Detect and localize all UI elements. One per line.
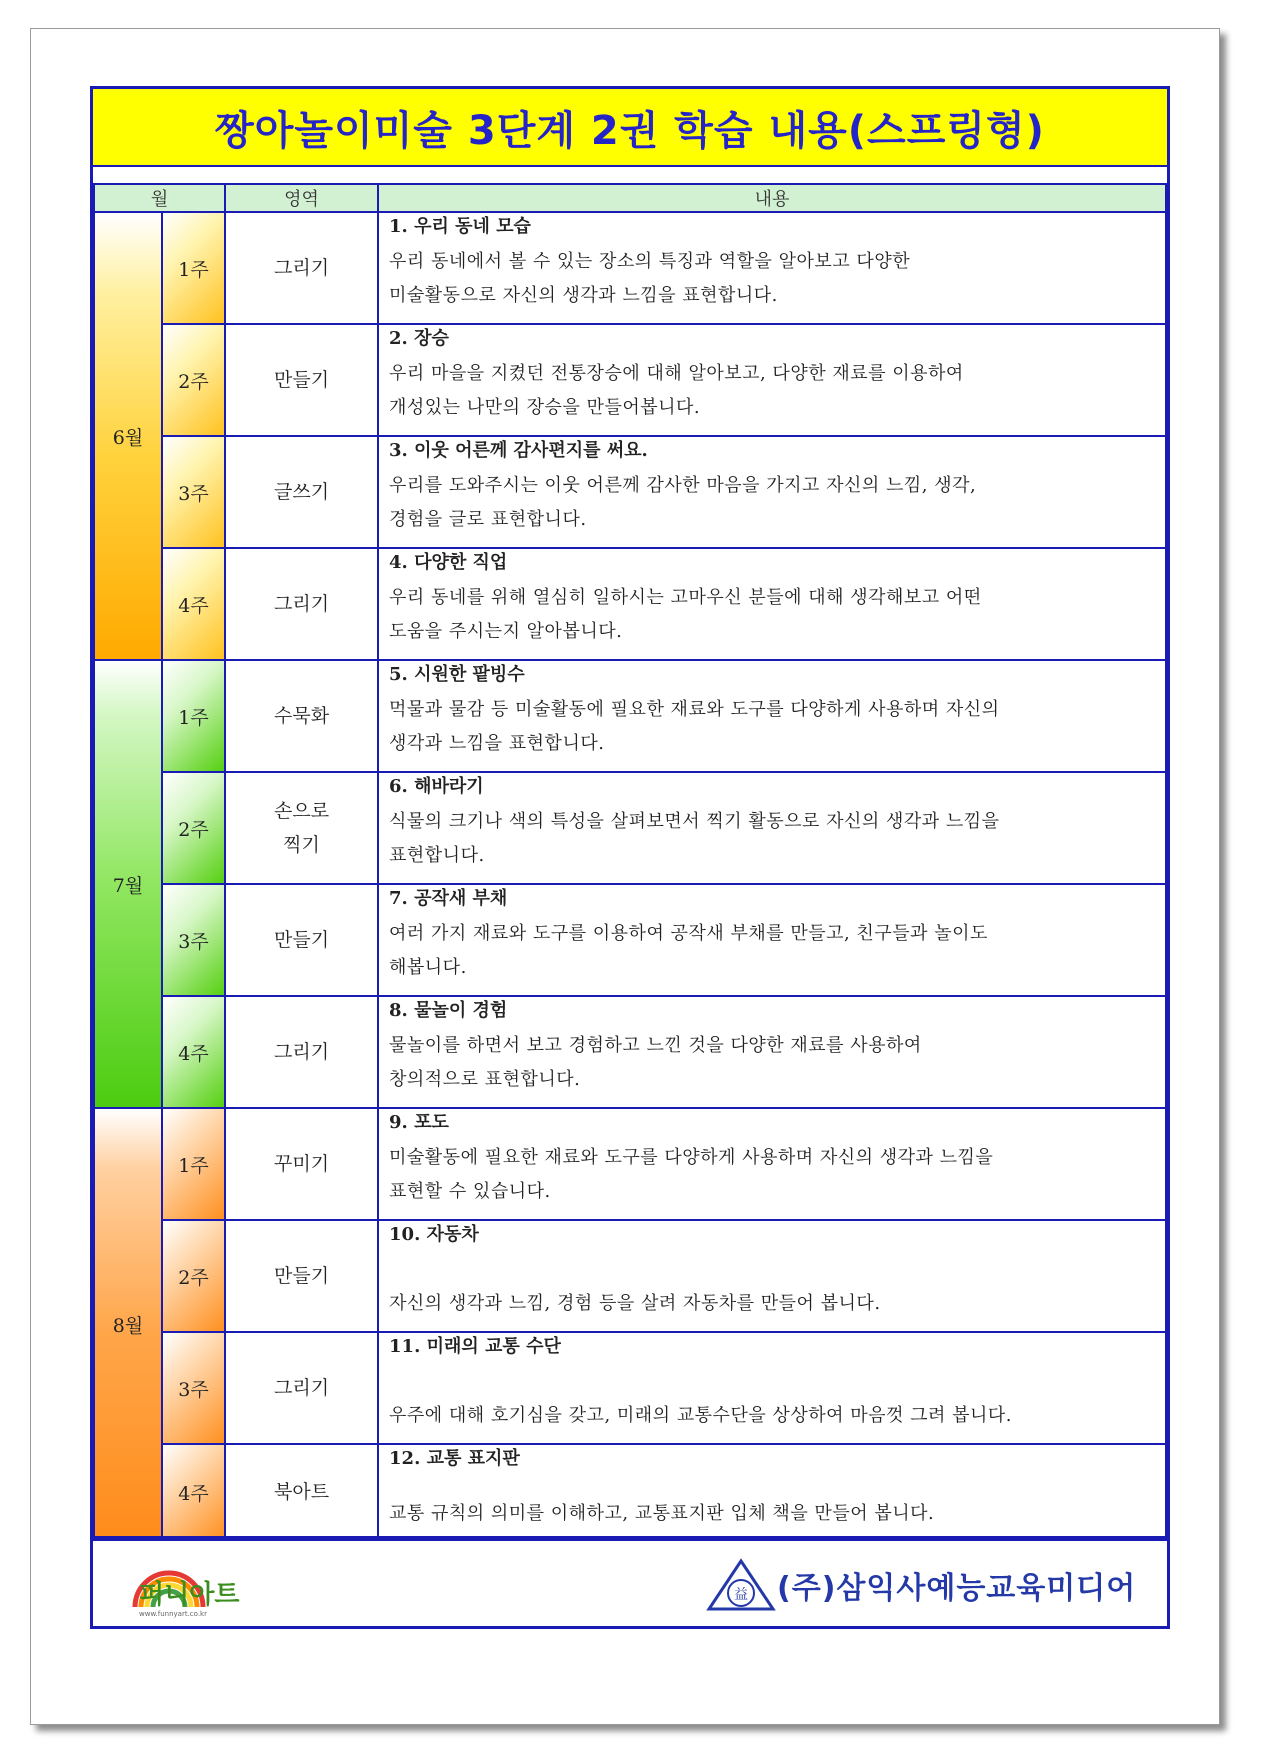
content-cell — [378, 1108, 1166, 1220]
table-row — [94, 324, 1166, 436]
content-cell — [378, 212, 1166, 324]
table-row — [94, 884, 1166, 996]
header-content: 내용 — [378, 184, 1166, 212]
lesson-title: 3. 이웃 어른께 감사편지를 써요. — [389, 440, 648, 461]
page-title: 짱아놀이미술 3단계 2권 학습 내용(스프링형) — [215, 107, 1045, 154]
lesson-title: 1. 우리 동네 모습 — [389, 216, 531, 237]
week-cell: 3주 — [162, 436, 225, 548]
lesson-desc: 우주에 대해 호기심을 갖고, 미래의 교통수단을 상상하여 마음껏 그려 봅니다. — [389, 1405, 1012, 1426]
week-cell: 4주 — [162, 996, 225, 1108]
week-cell: 1주 — [162, 212, 225, 324]
lesson-title: 8. 물놀이 경험 — [389, 1000, 508, 1021]
lesson-desc: 우리를 도와주시는 이웃 어른께 감사한 마음을 가지고 자신의 느낌, 생각, 경험을 글로 표현합니다. — [389, 475, 977, 530]
lesson-title: 7. 공작새 부채 — [389, 888, 508, 909]
area-cell: 북아트 — [225, 1444, 378, 1540]
content-cell — [378, 996, 1166, 1108]
content-cell — [378, 548, 1166, 660]
footer — [93, 1536, 1167, 1629]
content-cell — [378, 1332, 1166, 1444]
table-header-row — [94, 184, 1166, 212]
curriculum-sheet — [90, 86, 1170, 1629]
lesson-title: 9. 포도 — [389, 1112, 449, 1133]
area-cell: 그리기 — [225, 212, 378, 324]
lesson-title: 5. 시원한 팥빙수 — [389, 664, 525, 685]
emblem-char: 益 — [734, 1587, 748, 1603]
lesson-desc: 교통 규칙의 의미를 이해하고, 교통표지판 입체 책을 만들어 봅니다. — [389, 1503, 935, 1524]
header-area: 영역 — [225, 184, 378, 212]
lesson-title: 12. 교통 표지판 — [389, 1448, 520, 1469]
table-row — [94, 1108, 1166, 1220]
lesson-desc: 물놀이를 하면서 보고 경험하고 느낀 것을 다양한 재료를 사용하여 창의적으로 표현합니다. — [389, 1035, 922, 1090]
week-cell: 4주 — [162, 548, 225, 660]
area-cell: 그리기 — [225, 1332, 378, 1444]
company-name: (주)삼익사예능교육미디어 — [777, 1571, 1137, 1606]
lesson-title: 4. 다양한 직업 — [389, 552, 508, 573]
week-cell: 4주 — [162, 1444, 225, 1540]
title-bar — [93, 89, 1167, 167]
lesson-title: 2. 장승 — [389, 328, 449, 349]
content-cell — [378, 1220, 1166, 1332]
table-row — [94, 660, 1166, 772]
table-row — [94, 436, 1166, 548]
lesson-title: 10. 자동차 — [389, 1224, 479, 1245]
area-cell: 만들기 — [225, 324, 378, 436]
rainbow-icon — [125, 1553, 285, 1619]
month-cell-august: 8월 — [94, 1108, 162, 1540]
area-cell: 손으로 찍기 — [225, 772, 378, 884]
week-cell: 1주 — [162, 1108, 225, 1220]
week-cell: 1주 — [162, 660, 225, 772]
content-cell — [378, 772, 1166, 884]
area-cell: 꾸미기 — [225, 1108, 378, 1220]
month-cell-july: 7월 — [94, 660, 162, 1108]
curriculum-table — [93, 183, 1167, 1541]
table-row — [94, 548, 1166, 660]
week-cell: 2주 — [162, 772, 225, 884]
logo-url: www.funnyart.co.kr — [139, 1610, 207, 1618]
week-cell: 2주 — [162, 324, 225, 436]
lesson-desc: 여러 가지 재료와 도구를 이용하여 공작새 부채를 만들고, 친구들과 놀이도 해봅니다. — [389, 923, 988, 978]
table-row — [94, 212, 1166, 324]
funnyart-logo — [125, 1553, 285, 1619]
area-cell: 수묵화 — [225, 660, 378, 772]
month-cell-june: 6월 — [94, 212, 162, 660]
content-cell — [378, 884, 1166, 996]
company-logo — [705, 1557, 1145, 1617]
lesson-desc: 식물의 크기나 색의 특성을 살펴보면서 찍기 활동으로 자신의 생각과 느낌을 표현합니다. — [389, 811, 1000, 866]
area-cell: 만들기 — [225, 1220, 378, 1332]
content-cell — [378, 1444, 1166, 1540]
header-month: 월 — [94, 184, 225, 212]
lesson-title: 11. 미래의 교통 수단 — [389, 1336, 561, 1357]
content-cell — [378, 436, 1166, 548]
area-cell: 그리기 — [225, 996, 378, 1108]
week-cell: 3주 — [162, 884, 225, 996]
table-row — [94, 1332, 1166, 1444]
table-row — [94, 772, 1166, 884]
logo-text: 퍼니아트 — [139, 1580, 240, 1610]
lesson-desc: 먹물과 물감 등 미술활동에 필요한 재료와 도구를 다양하게 사용하며 자신의 생각과 느낌을 표현합니다. — [389, 699, 1000, 754]
content-cell — [378, 660, 1166, 772]
week-cell: 2주 — [162, 1220, 225, 1332]
area-cell: 만들기 — [225, 884, 378, 996]
lesson-desc: 우리 동네를 위해 열심히 일하시는 고마우신 분들에 대해 생각해보고 어떤 도움을 주시는지 알아봅니다. — [389, 587, 982, 642]
week-cell: 3주 — [162, 1332, 225, 1444]
lesson-desc: 자신의 생각과 느낌, 경험 등을 살려 자동차를 만들어 봅니다. — [389, 1293, 881, 1314]
table-row — [94, 1444, 1166, 1540]
lesson-title: 6. 해바라기 — [389, 776, 484, 797]
table-row — [94, 996, 1166, 1108]
lesson-desc: 미술활동에 필요한 재료와 도구를 다양하게 사용하며 자신의 생각과 느낌을 표현할 수 있습니다. — [389, 1147, 994, 1202]
area-cell: 글쓰기 — [225, 436, 378, 548]
emblem-icon — [705, 1557, 777, 1613]
area-cell: 그리기 — [225, 548, 378, 660]
content-cell — [378, 324, 1166, 436]
table-row — [94, 1220, 1166, 1332]
lesson-desc: 우리 마을을 지켰던 전통장승에 대해 알아보고, 다양한 재료를 이용하여 개성있는 나만의 장승을 만들어봅니다. — [389, 363, 964, 418]
lesson-desc: 우리 동네에서 볼 수 있는 장소의 특징과 역할을 알아보고 다양한 미술활동으로 자신의 생각과 느낌을 표현합니다. — [389, 251, 911, 306]
